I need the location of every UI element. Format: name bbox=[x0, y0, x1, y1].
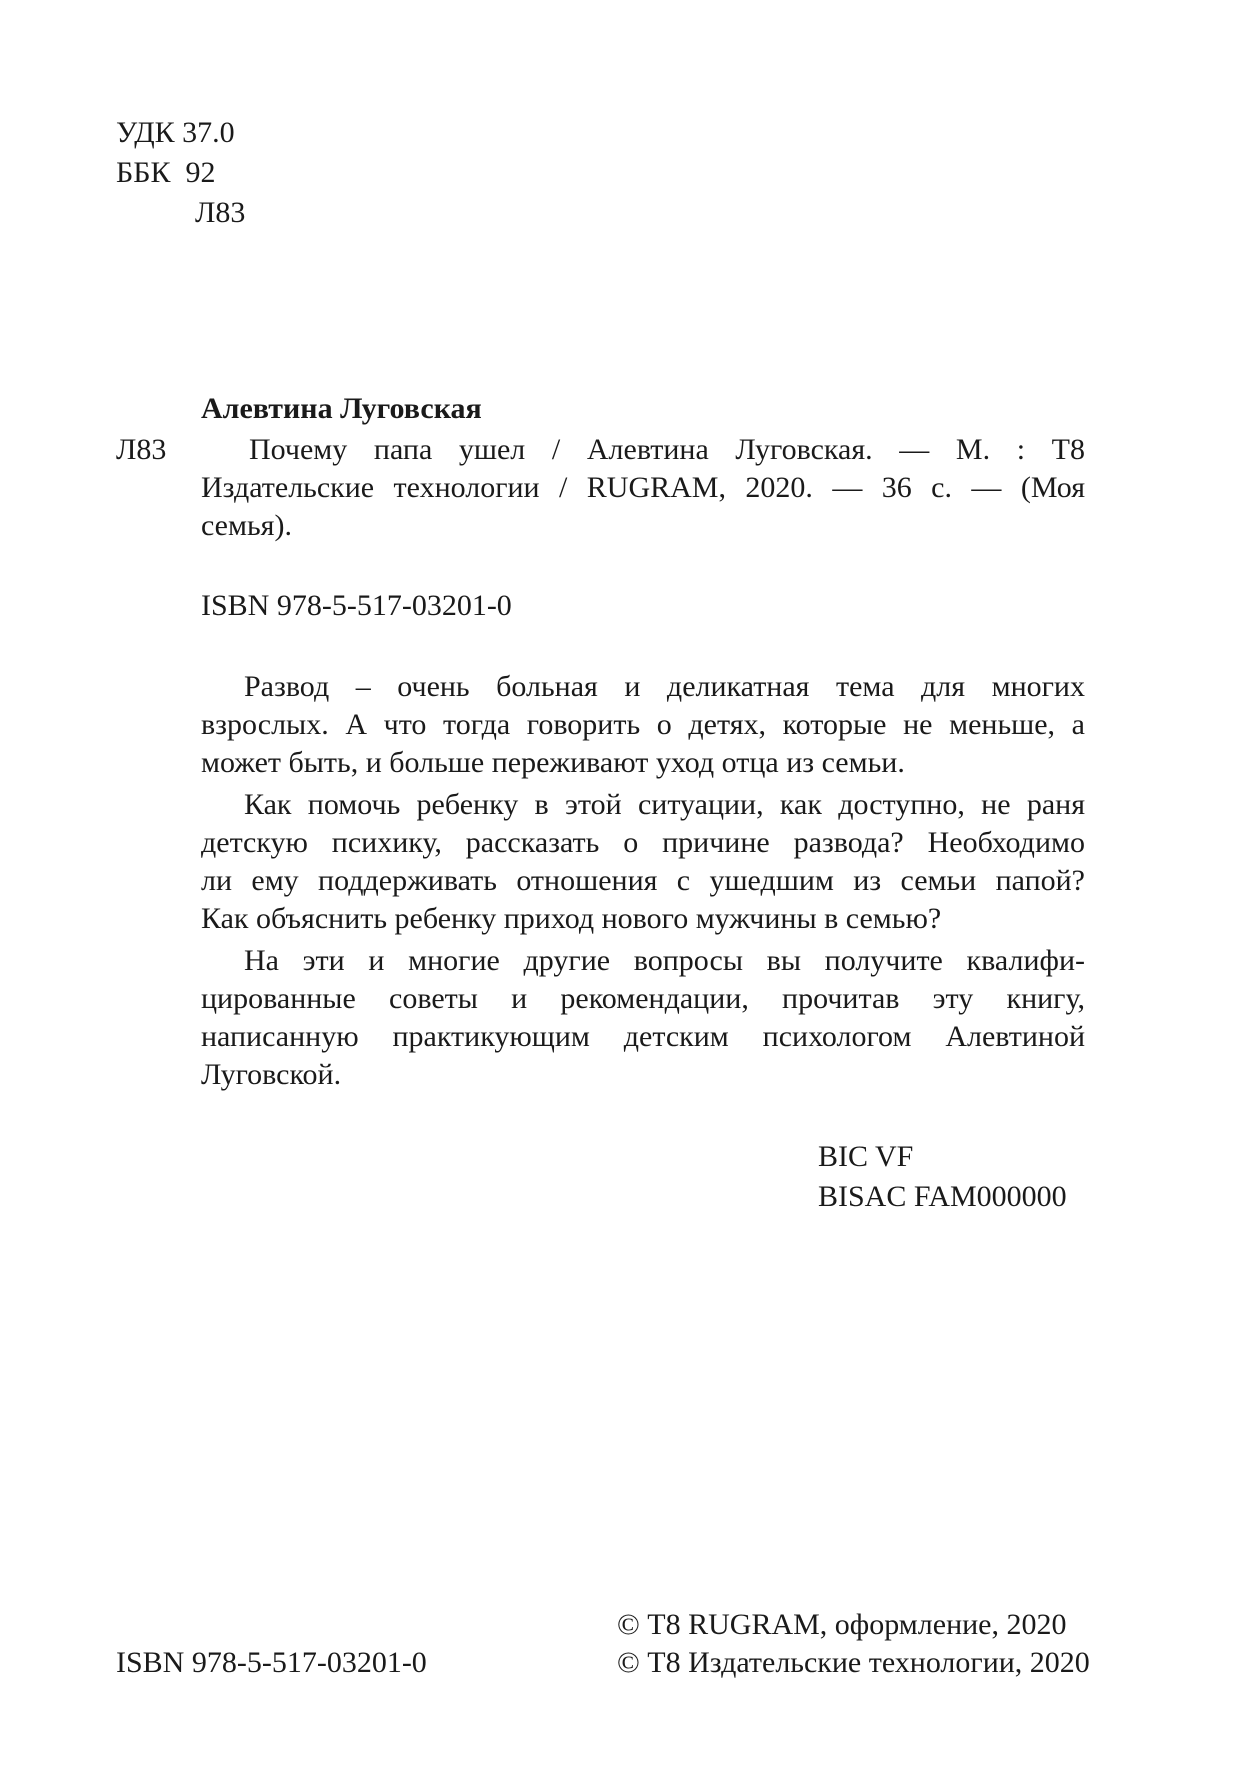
author-mark: Л83 bbox=[195, 196, 246, 229]
annotation-line: Как помочь ребенку в этой ситуации, как доступно, не раня bbox=[244, 788, 1085, 821]
record-line: семья). bbox=[201, 509, 292, 542]
footer-isbn: ISBN 978-5-517-03201-0 bbox=[116, 1646, 427, 1679]
annotation-line: детскую психику, рассказать о причине развода? Необходимо bbox=[201, 826, 1085, 859]
record-isbn: ISBN 978-5-517-03201-0 bbox=[201, 589, 512, 622]
annotation-line: написанную практикующим детским психологом Алевтиной bbox=[201, 1020, 1085, 1053]
record-author: Алевтина Луговская bbox=[201, 392, 482, 425]
copyright-design: © Т8 RUGRAM, оформление, 2020 bbox=[617, 1608, 1067, 1641]
copyright-publisher: © Т8 Издательские технологии, 2020 bbox=[617, 1646, 1090, 1679]
bic-code: BIC VF bbox=[818, 1140, 914, 1173]
annotation-line: взрослых. А что тогда говорить о детях, которые не меньше, а bbox=[201, 708, 1085, 741]
annotation-line: может быть, и больше переживают уход отца из семьи. bbox=[201, 746, 905, 779]
annotation-line: ли ему поддерживать отношения с ушедшим из семьи папой? bbox=[201, 864, 1085, 897]
annotation-line: На эти и многие другие вопросы вы получите квалифи- bbox=[244, 944, 1085, 977]
record-mark: Л83 bbox=[116, 433, 167, 466]
bisac-code: BISAC FAM000000 bbox=[818, 1180, 1067, 1213]
annotation-line: Луговской. bbox=[201, 1058, 342, 1091]
annotation-line: цированные советы и рекомендации, прочитав эту книгу, bbox=[201, 982, 1085, 1015]
bbk-code: ББК 92 bbox=[116, 156, 216, 189]
record-line: Почему папа ушел / Алевтина Луговская. — М. : Т8 bbox=[249, 433, 1085, 466]
annotation-line: Как объяснить ребенку приход нового мужчины в семью? bbox=[201, 902, 942, 935]
record-line: Издательские технологии / RUGRAM, 2020. — 36 с. — (Моя bbox=[201, 471, 1085, 504]
annotation-line: Развод – очень больная и деликатная тема для многих bbox=[244, 670, 1085, 703]
udk-code: УДК 37.0 bbox=[116, 116, 235, 149]
